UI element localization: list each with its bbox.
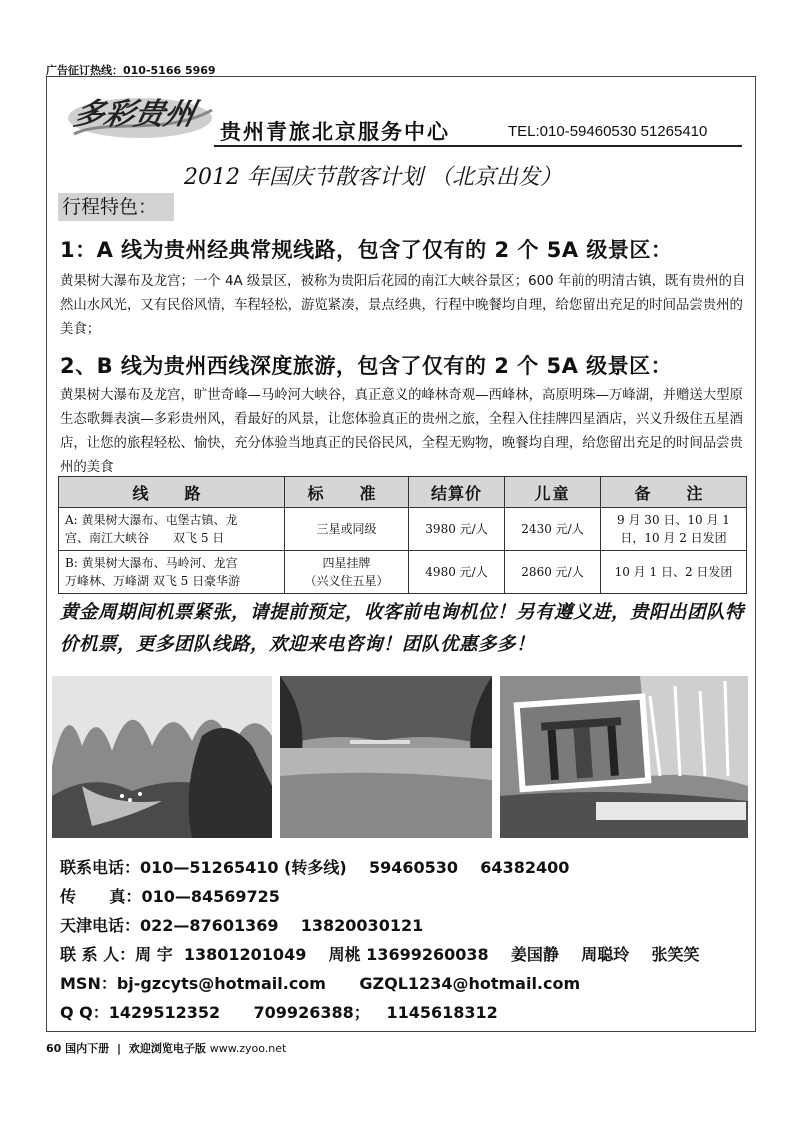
contact-label: 联 系 人： <box>60 945 136 964</box>
lake-river-photo <box>280 676 492 838</box>
contact-phone <box>60 855 569 878</box>
contact-value: 022—87601369 13820030121 <box>140 916 424 935</box>
col-note: 备 注 <box>601 477 747 508</box>
note-cell: 10 月 1 日、2 日发团 <box>601 551 747 594</box>
standard-cell <box>285 551 409 594</box>
contact-label: 联系电话： <box>60 858 141 877</box>
route-price-table <box>58 476 747 594</box>
page-number: 60 <box>46 1042 62 1055</box>
line-b-heading: 2、B 线为贵州西线深度旅游，包含了仅有的 2 个 5A 级景区： <box>60 354 673 378</box>
contact-fax <box>60 884 280 907</box>
contact-label: MSN： <box>60 974 117 993</box>
standard-line: 四星挂牌 <box>322 556 371 570</box>
child-price-cell: 2430 元/人 <box>505 508 601 551</box>
header-tel: TEL:010-59460530 51265410 <box>508 123 708 140</box>
note-line: 日，10 月 2 日发团 <box>620 531 727 545</box>
standard-line: （兴义住五星） <box>304 574 389 588</box>
line-b-body: 黄果树大瀑布及龙宫，旷世奇峰—马岭河大峡谷，真正意义的峰林奇观—西峰林，高原明珠—万峰湖，并赠送大型原生态歌舞表演—多彩贵州风，看最好的风景，让您体验真正的贵州之旅，全程入住挂牌四星酒店，兴义升级住五星酒店，让您的旅程轻松、愉快，充分体验当地真正的民俗民风，全程无购物，晚餐均自理，给您留出充足的时间品尝贵州的美食 <box>60 388 743 475</box>
col-route: 线 路 <box>59 477 285 508</box>
standard-line: 三星或同级 <box>316 522 377 536</box>
org-name: 贵州青旅北京服务中心 <box>220 119 450 144</box>
contact-value: 周 宇 13801201049 周桃 13699260038 姜国静 周聪玲 张笑笑 <box>135 945 700 964</box>
page-footer <box>46 1040 286 1056</box>
contact-value: 010—84569725 <box>141 887 280 906</box>
section-name: 国内下册 <box>65 1042 110 1055</box>
contact-value: 010—51265410 (转多线) 59460530 64382400 <box>140 858 570 877</box>
line-a-body: 黄果树大瀑布及龙宫；一个 4A 级景区，被称为贵阳后花园的南江大峡谷景区；600 年前的明清古镇，既有贵州的自然山水风光，又有民俗风情，车程轻松，游览紧凑，景点经典，行程中晚餐均自理，给您留出充足的时间品尝贵州的美食； <box>60 274 746 337</box>
contact-msn <box>60 971 580 994</box>
table-row <box>59 508 747 551</box>
route-cell <box>59 508 285 551</box>
contact-label: 天津电话： <box>60 916 141 935</box>
contact-value: 1429512352 709926388； 1145618312 <box>108 1003 498 1022</box>
note-cell <box>601 508 747 551</box>
header-rule <box>214 145 742 147</box>
karst-landscape-photo <box>52 676 272 838</box>
route-line: 万峰林、万峰湖 双飞 5 日豪华游 <box>65 574 241 588</box>
footer-slogan: 欢迎浏览电子版 <box>128 1042 206 1055</box>
price-cell: 3980 元/人 <box>409 508 505 551</box>
contact-label: 传 真： <box>60 887 142 906</box>
features-label: 行程特色： <box>58 193 174 221</box>
note-line: 9 月 30 日、10 月 1 <box>617 513 730 527</box>
route-line: A: 黄果树大瀑布、屯堡古镇、龙 <box>65 513 238 527</box>
col-standard: 标 准 <box>285 477 409 508</box>
col-child: 儿童 <box>505 477 601 508</box>
contact-value: bj-gzcyts@hotmail.com GZQL1234@hotmail.com <box>116 974 581 993</box>
gateway-waterfall-photo <box>500 676 748 838</box>
price-cell: 4980 元/人 <box>409 551 505 594</box>
svg-text:多彩贵州: 多彩贵州 <box>70 97 199 132</box>
footer-url: www.zyoo.net <box>209 1042 287 1055</box>
route-line: 宫、南江大峡谷 双飞 5 日 <box>65 531 225 545</box>
table-row <box>59 551 747 594</box>
page-title: 2012 年国庆节散客计划 （北京出发） <box>184 165 562 190</box>
contact-persons <box>60 942 700 965</box>
contact-tianjin <box>60 913 423 936</box>
contact-label: Q Q： <box>60 1003 109 1022</box>
col-price: 结算价 <box>409 477 505 508</box>
standard-cell <box>285 508 409 551</box>
ad-hotline: 广告征订热线：010-5166 5969 <box>46 64 216 77</box>
line-a-heading: 1：A 线为贵州经典常规线路，包含了仅有的 2 个 5A 级景区： <box>60 238 673 262</box>
route-line: B: 黄果树大瀑布、马岭河、龙宫 <box>65 556 238 570</box>
route-cell <box>59 551 285 594</box>
table-header-row <box>59 477 747 508</box>
contact-qq <box>60 1000 498 1023</box>
duocai-guizhou-logo <box>66 88 214 142</box>
notice-text: 黄金周期间机票紧张，请提前预定，收客前电询机位！另有遵义进，贵阳出团队特价机票，更多团队线路，欢迎来电咨询！团队优惠多多！ <box>60 602 745 655</box>
footer-divider: | <box>117 1042 122 1055</box>
child-price-cell: 2860 元/人 <box>505 551 601 594</box>
